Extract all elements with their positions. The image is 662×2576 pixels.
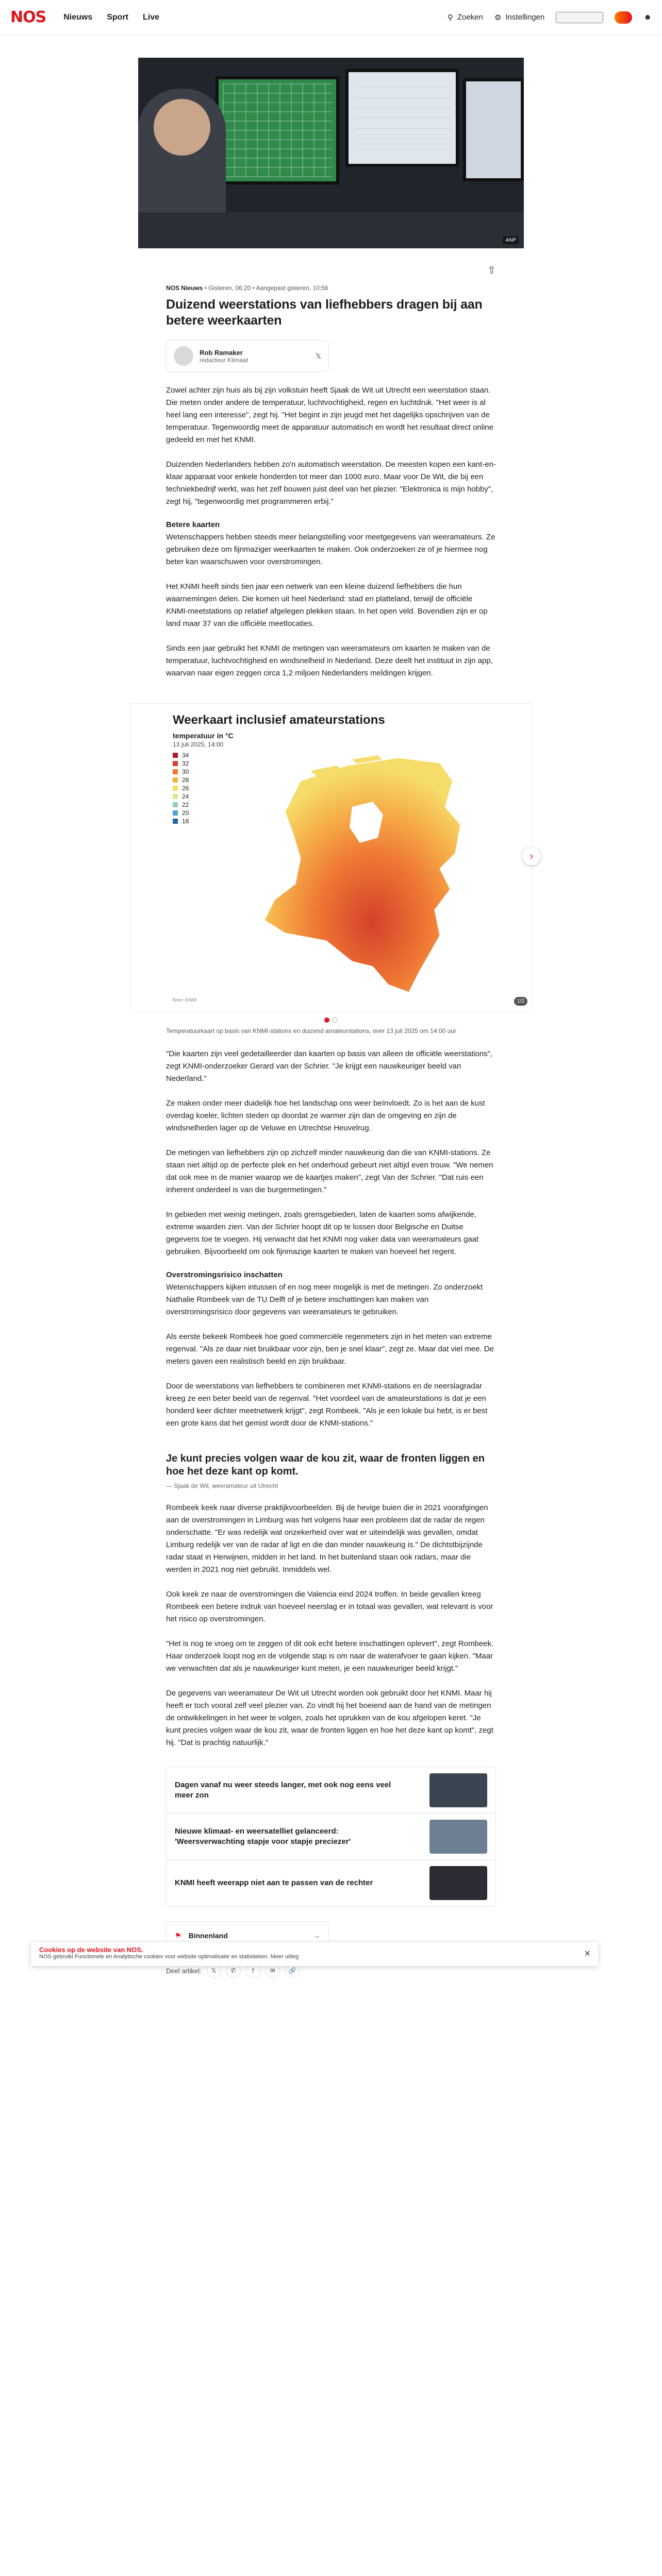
paragraph: Zowel achter zijn huis als bij zijn volkstuin heeft Sjaak de Wit uit Utrecht een weerstation staan. Die meten onder andere de temperatuur, luchtvochtigheid, regen en luchtdruk. "Het weer is al heel lang een interesse", zegt hij. "Het begint in zijn jeugd met het dagelijks opschrijven van de temperatuur. Tegenwoordig meet de apparatuur automatisch en wordt het resultaat direct online gedeeld en met het KNMI. — [166, 386, 494, 444]
nav-live[interactable]: Live — [143, 12, 160, 22]
paragraph: De metingen van liefhebbers zijn op zichzelf minder nauwkeurig dan die van KNMI-stations. Ze staan niet altijd op de perfecte plek en het onderhoud gebeurt niet altijd even trouw. "We nemen dat ook mee in de manier waarop we de kaartjes maken", zegt Van der Schrier. "Dat ruis een inherent onderdeel is van die burgermetingen." — [166, 1148, 493, 1194]
related-articles — [166, 1767, 496, 1907]
related-thumbnail — [429, 1773, 487, 1807]
pull-quote-author: — Sjaak de Wit, weeramateur uit Utrecht — [166, 1482, 278, 1489]
x-social-icon[interactable]: 𝕏 — [315, 351, 321, 360]
related-title: Nieuwe klimaat- en weersatelliet gelanceerd: 'Weersverwachting stapje voor stapje preciezer' — [175, 1826, 351, 1846]
facebook-share-icon[interactable]: f — [246, 1963, 260, 1978]
paragraph: Het KNMI heeft sinds tien jaar een netwerk van een kleine duizend liefhebbers die hun waarnemingen delen. Die komen uit heel Nederland: stad en platteland, terwijl de officiële KNMI-meetstations op relatief afgelegen plekken staan. In het open veld. Bovendien zijn er op land maar 37 van die officiële meetlocaties. — [166, 582, 488, 628]
related-thumbnail — [429, 1866, 487, 1900]
related-title: KNMI heeft weerapp niet aan te passen van de rechter — [175, 1878, 373, 1887]
related-article[interactable] — [167, 1860, 495, 1906]
settings-label: Instellingen — [505, 13, 545, 22]
related-article[interactable] — [167, 1814, 495, 1860]
share-label: Deel artikel: — [166, 1967, 202, 1975]
legend-label: 32 — [182, 760, 189, 767]
share-top — [166, 264, 496, 277]
category-label: Binnenland — [188, 1931, 228, 1940]
paragraph: "Het is nog te vroeg om te zeggen of dit ook echt betere inschattingen oplevert", zegt Rombeek. Haar onderzoek loopt nog en de volgende stap is om naar de waterafvoer te gaan kijken. "Maar we verwachten dat als je nauwkeuriger kunt meten, je een nauwkeuriger beeld krijgt." — [166, 1639, 494, 1673]
author-role: redacteur Klimaat — [200, 356, 249, 364]
search-label: Zoeken — [457, 13, 483, 22]
map-caption: Temperatuurkaart op basis van KNMI-stations en duizend amateurstations, over 13 juli 2025 om 14:00 uur — [166, 1027, 456, 1035]
monitor-right — [463, 78, 524, 181]
carousel-next-button[interactable]: › — [522, 847, 541, 866]
article — [166, 264, 534, 1978]
gear-icon: ⚙ — [494, 13, 502, 22]
avatar — [174, 346, 193, 366]
author-card[interactable] — [166, 340, 329, 372]
meta-date: • Gisteren, 06:20 • Aangepast gisteren, 10:56 — [203, 284, 328, 292]
map-date: 13 juli 2025, 14:00 — [173, 741, 224, 748]
map-source: Bron: KNMI — [173, 997, 197, 1003]
hero-photo — [138, 58, 524, 248]
settings-button[interactable] — [494, 13, 544, 22]
paragraph: Duizenden Nederlanders hebben zo'n automatisch weerstation. De meesten kopen een kant-en-klaar apparaat voor enkele honderden tot meer dan 1000 euro. Maar voor De Wit, die bij een techniekbedrijf werkt, was het zelf bouwen juist deel van het plezier. "Elektronica is mijn hobby", zegt hij, "tegenwoordig met programmeren erbij." — [166, 460, 496, 506]
paragraph: Rombeek keek naar diverse praktijkvoorbeelden. Bij de hevige buien die in 2021 voorafgingen aan de overstromingen in Limburg was het volgens haar een probleem dat de radar de regen onderschatte. "Er was redelijk wat onzekerheid over wat er uiteindelijk was gevallen, omdat Limburg redelijk ver van de radar af ligt en die dan minder nauwkeurig is." De dichtstbijzijnde radar staat in Herwijnen, midden in het land. In het buitenland staan ook radars, maar die werden in 2021 nog niet gebruikt. Inmiddels wel. — [166, 1503, 488, 1574]
legend-label: 20 — [182, 809, 189, 817]
nav-sport[interactable]: Sport — [107, 12, 129, 22]
paragraph: De gegevens van weeramateur De Wit uit Utrecht worden ook gebruikt door het KNMI. Maar hij heeft er toch vooral zelf veel plezier van. Zo vindt hij het boeiend aan de hand van de metingen de ontwikkelingen in het weer te volgen, zoals het oprukken van de kou afgelopen keret. "Je kunt precies volgen waar de kou zit, waar de fronten liggen en hoe het deze kant op komt", zegt hij. "Dat is prachtig natuurlijk." — [166, 1689, 493, 1747]
x-share-icon[interactable]: 𝕏 — [207, 1963, 221, 1978]
pull-quote: Je kunt precies volgen waar de kou zit, waar de fronten liggen en hoe het deze kant op komt. — [166, 1453, 485, 1477]
meta-source: NOS Nieuws — [166, 284, 203, 292]
nos-logo[interactable]: NOS — [10, 8, 46, 26]
subheading: Overstromingsrisico inschatten — [166, 1270, 283, 1279]
article-title: Duizend weerstations van liefhebbers dragen bij aan betere weerkaarten — [166, 297, 483, 328]
paragraph: Ze maken onder meer duidelijk hoe het landschap ons weer beïnvloedt. Zo is het aan de kust overdag koeler, lichten steden op doordat ze warmer zijn dan de omgeving en zijn de windsnelheden lager op de Veluwe en Utrechtse Heuvelrug. — [166, 1099, 485, 1132]
photo-credit: ANP — [503, 236, 519, 244]
weather-map-carousel — [130, 703, 532, 1012]
monitor-chart — [345, 69, 459, 167]
legend-label: 26 — [182, 785, 189, 792]
legend-label: 30 — [182, 768, 189, 775]
related-article[interactable] — [167, 1767, 495, 1814]
netherlands-temperature-map — [130, 704, 533, 1013]
share-icon[interactable]: ⇧ — [487, 265, 496, 276]
cookie-title: Cookies op de website van NOS. — [39, 1946, 143, 1954]
paragraph: "Die kaarten zijn veel gedetailleerder dan kaarten op basis van alleen de officiële weerstations", zegt KNMI-onderzoeker Gerard van der Schrier. "Je krijgt een nauwkeuriger beeld van Nederland." — [166, 1049, 493, 1083]
carousel-counter: 1/2 — [514, 997, 527, 1006]
close-icon[interactable]: ✕ — [584, 1950, 591, 1958]
paragraph: Wetenschappers hebben steeds meer belangstelling voor meetgegevens van weeramateurs. Ze gebruiken deze om fijnmaziger weerkaarten te maken. Ook onderzoeken ze of je hiermee nog beter kan waarschuwen voor overstromingen. — [166, 533, 495, 566]
carousel-dot-2[interactable] — [333, 1018, 338, 1023]
author-name: Rob Ramaker — [200, 348, 243, 357]
subheading: Betere kaarten — [166, 520, 220, 529]
netherlands-shape — [264, 758, 460, 992]
legend-label: 34 — [182, 752, 189, 759]
user-account-button[interactable] — [643, 13, 652, 22]
header-tools — [448, 11, 652, 24]
user-icon: ☻ — [643, 13, 652, 22]
cookie-description[interactable]: NOS gebruikt Functionele en Analytische cookies voor website optimalisatie en statistieken. Meer uitleg — [39, 1954, 299, 1960]
map-subtitle: temperatuur in °C — [173, 732, 234, 740]
desk — [138, 212, 524, 248]
carousel-dots — [166, 1018, 496, 1023]
paragraph: In gebieden met weinig metingen, zoals grensgebieden, laten de kaarten soms afwijkende, extreme waarden zien. Van der Schrier hoopt dit op te lossen door Belgische en Duitse gegevens toe te voegen. Hij verwacht dat het KNMI nog vaker data van weeramateurs gaat gebruiken. Bijvoorbeeld om ook fijnmazige kaarten te maken van hoeveel het regent. — [166, 1210, 479, 1256]
legend-label: 24 — [182, 793, 189, 800]
paragraph: Ook keek ze naar de overstromingen die Valencia eind 2024 troffen. In beide gevallen kreeg Rombeek een betere indruk van hoeveel neerslag er in totaal was gevallen, wat relevant is voor het risico op overstromingen. — [166, 1590, 493, 1623]
legend-label: 28 — [182, 776, 189, 784]
link-share-icon[interactable]: 🔗 — [285, 1963, 300, 1978]
top-navigation — [0, 0, 662, 35]
related-title: Dagen vanaf nu weer steeds langer, met ook nog eens veel meer zon — [175, 1780, 391, 1800]
whatsapp-share-icon[interactable]: ✆ — [226, 1963, 241, 1978]
legend-label: 18 — [182, 818, 189, 825]
legend-label: 22 — [182, 801, 189, 808]
paragraph: Als eerste bekeek Rombeek hoe goed commerciële regenmeters zijn in het meten van extreme regenval. "Als ze daar niet bruikbaar voor zijn, ben je snel klaar", zegt ze. Maar dat viel mee. De meters gaven een realistisch beeld en zijn bruikbaar. — [166, 1332, 494, 1366]
nav-nieuws[interactable]: Nieuws — [63, 12, 93, 22]
search-button[interactable] — [448, 13, 483, 22]
paragraph: Sinds een jaar gebruikt het KNMI de metingen van weeramateurs om kaarten te maken van de temperatuur, luchtvochtigheid en windsnelheid in Nederland. Deze deelt het instituut in zijn app, waarvan naar eigen zeggen circa 1,2 miljoen Nederlanders meldingen krijgen. — [166, 644, 493, 677]
email-share-icon[interactable]: ✉ — [266, 1963, 280, 1978]
paragraph: Wetenschappers kijken intussen of en nog meer mogelijk is met de metingen. Zo onderzoekt Nathalie Rombeek van de TU Delft of je betere inschattingen kan maken van overstromingsrisico door gegevens van weeramateurs te gebruiken. — [166, 1283, 483, 1316]
map-title: Weerkaart inclusief amateurstations — [173, 713, 385, 727]
article-meta — [166, 284, 496, 292]
category-icon: ⚑ — [175, 1931, 181, 1940]
arrow-right-icon: → — [313, 1931, 320, 1940]
npo-logo[interactable] — [615, 11, 632, 24]
related-thumbnail — [429, 1820, 487, 1854]
cookie-banner — [0, 1942, 662, 1966]
monitor-green — [216, 76, 339, 184]
search-icon: ⚲ — [447, 13, 453, 22]
carousel-dot-1[interactable] — [324, 1018, 329, 1023]
nos-jeugdjournaal-logo[interactable] — [556, 12, 603, 23]
paragraph: Door de weerstations van liefhebbers te combineren met KNMI-stations en de neerslagradar kreeg ze een beter beeld van de regenval. "Het voordeel van de amateurstations is dat je een honderd keer dichter meetnetwerk krijgt", zegt Rombeek. "Als je een lokale bui hebt, is er best een grote kans dat het gemist wordt door de KNMI-stations." — [166, 1382, 488, 1428]
